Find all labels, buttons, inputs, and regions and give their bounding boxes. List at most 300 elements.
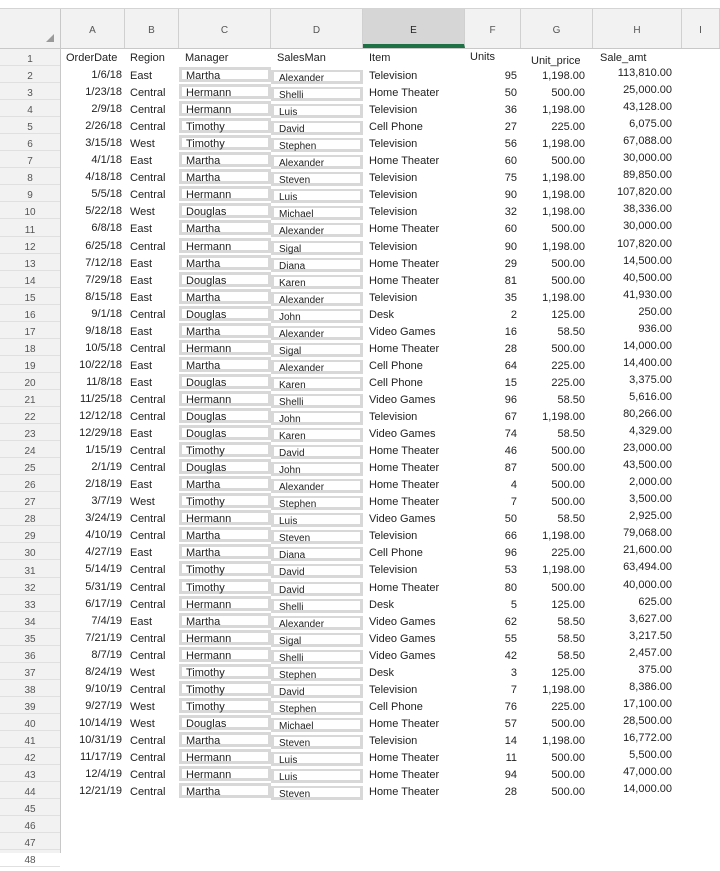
cell-sale-amt[interactable]: 5,616.00 [629,390,672,403]
cell-manager[interactable]: Timothy [179,493,271,508]
cell-salesman[interactable]: Alexander [271,616,363,630]
cell-units[interactable]: 95 [504,70,517,82]
cell-units[interactable]: 67 [504,411,517,423]
cell-order-date[interactable]: 12/12/18 [79,410,122,422]
cell-region[interactable]: West [130,138,155,151]
cell-order-date[interactable]: 12/4/19 [85,768,122,781]
cell-unit-price[interactable]: 500.00 [551,581,585,594]
cell-units[interactable]: 28 [504,786,517,799]
cell-item[interactable]: Home Theater [369,581,440,594]
cell-order-date[interactable]: 8/15/18 [85,290,122,303]
cell-units[interactable]: 7 [510,496,517,509]
cell-unit-price[interactable]: 500.00 [551,445,585,458]
cell-item[interactable]: Video Games [369,632,436,645]
cell-units[interactable]: 56 [504,138,517,151]
cell-item[interactable]: Television [369,564,418,577]
cell-units[interactable]: 27 [504,121,517,134]
row-header-46[interactable]: 46 [0,816,60,833]
cell-region[interactable]: Central [130,240,166,253]
cell-sale-amt[interactable]: 5,500.00 [629,749,672,761]
cell-unit-price[interactable]: 58.50 [557,428,585,441]
cell-item[interactable]: Cell Phone [369,547,423,560]
cell-manager[interactable]: Martha [179,544,271,559]
cell-order-date[interactable]: 2/1/19 [91,461,122,474]
cell-unit-price[interactable]: 1,198.00 [542,172,585,185]
cell-salesman[interactable]: Shelli [271,87,363,101]
cell-manager[interactable]: Timothy [179,118,271,133]
cell-salesman[interactable]: Sigal [271,633,363,647]
cell-manager[interactable]: Martha [179,255,271,270]
row-header-21[interactable]: 21 [0,390,60,407]
cell-manager[interactable]: Martha [179,152,271,167]
cell-units[interactable]: 90 [504,240,517,253]
cell-salesman[interactable]: Michael [271,206,363,220]
cell-region[interactable]: East [130,291,153,304]
cell-manager[interactable]: Hermann [179,340,271,355]
row-header-1[interactable]: 1 [0,49,60,66]
cell-region[interactable]: Central [130,172,166,185]
cell-item[interactable]: Home Theater [369,87,440,100]
cell-sale-amt[interactable]: 41,930.00 [623,288,672,301]
cell-unit-price[interactable]: 500.00 [551,462,585,475]
cell-units[interactable]: 60 [504,223,517,236]
header-units[interactable]: Units [470,51,496,63]
cell-region[interactable]: Central [130,121,166,134]
cell-manager[interactable]: Hermann [179,84,271,99]
cell-salesman[interactable]: Steven [271,172,363,186]
cell-region[interactable]: East [130,257,153,270]
cell-salesman[interactable]: Steven [271,786,363,800]
cell-manager[interactable]: Douglas [179,374,271,389]
cell-unit-price[interactable]: 500.00 [551,87,585,100]
cell-salesman[interactable]: Stephen [271,138,363,152]
row-header-44[interactable]: 44 [0,782,60,799]
cell-unit-price[interactable]: 500.00 [551,479,585,492]
cell-region[interactable]: West [130,700,155,713]
cell-manager[interactable]: Martha [179,527,271,542]
cell-region[interactable]: Central [130,564,166,577]
row-header-24[interactable]: 24 [0,441,60,458]
cell-sale-amt[interactable]: 28,500.00 [623,714,672,727]
cell-sale-amt[interactable]: 14,000.00 [623,783,672,796]
cell-sale-amt[interactable]: 107,820.00 [616,237,672,250]
cell-unit-price[interactable]: 1,198.00 [542,70,585,82]
row-header-18[interactable]: 18 [0,339,60,356]
cell-salesman[interactable]: Karen [271,428,363,442]
cell-order-date[interactable]: 1/23/18 [85,86,122,99]
row-header-14[interactable]: 14 [0,271,60,288]
cell-salesman[interactable]: Alexander [271,326,363,340]
cell-salesman[interactable]: Shelli [271,599,363,613]
cell-region[interactable]: Central [130,445,166,458]
row-header-3[interactable]: 3 [0,83,60,100]
cell-item[interactable]: Home Theater [369,257,440,270]
row-header-26[interactable]: 26 [0,475,60,492]
column-header-a[interactable]: A [61,9,125,48]
row-header-41[interactable]: 41 [0,731,60,748]
cell-salesman[interactable]: David [271,445,363,459]
cell-units[interactable]: 76 [504,700,517,713]
cell-manager[interactable]: Timothy [179,698,271,713]
cell-region[interactable]: Central [130,786,166,799]
cell-sale-amt[interactable]: 67,088.00 [623,135,672,148]
cell-unit-price[interactable]: 500.00 [551,769,585,782]
column-header-h[interactable]: H [593,9,682,48]
cell-item[interactable]: Video Games [369,649,436,662]
cell-region[interactable]: East [130,155,153,168]
cell-region[interactable]: Central [130,530,166,543]
cell-salesman[interactable]: Alexander [271,360,363,374]
cell-units[interactable]: 50 [504,513,517,526]
cell-unit-price[interactable]: 1,198.00 [542,530,585,543]
cell-sale-amt[interactable]: 14,500.00 [623,254,672,267]
cell-region[interactable]: Central [130,87,166,100]
cell-salesman[interactable]: Alexander [271,223,363,237]
cell-units[interactable]: 14 [504,734,517,747]
cell-units[interactable]: 29 [504,257,517,270]
cell-sale-amt[interactable]: 3,217.50 [629,629,672,642]
row-header-36[interactable]: 36 [0,646,60,663]
cell-item[interactable]: Television [369,70,418,82]
cell-sale-amt[interactable]: 625.00 [638,595,672,608]
cell-salesman[interactable]: Steven [271,530,363,544]
cell-item[interactable]: Home Theater [369,786,440,799]
row-header-29[interactable]: 29 [0,526,60,543]
cell-sale-amt[interactable]: 30,000.00 [623,152,672,165]
cell-sale-amt[interactable]: 8,386.00 [629,680,672,693]
row-header-34[interactable]: 34 [0,612,60,629]
cell-item[interactable]: Home Theater [369,752,440,764]
cell-salesman[interactable]: Stephen [271,496,363,510]
cell-manager[interactable]: Hermann [179,510,271,525]
cell-manager[interactable]: Timothy [179,135,271,150]
cell-item[interactable]: Television [369,138,418,151]
cell-units[interactable]: 5 [510,598,517,611]
row-header-40[interactable]: 40 [0,714,60,731]
cell-manager[interactable]: Timothy [179,664,271,679]
cell-units[interactable]: 15 [504,376,517,389]
cell-unit-price[interactable]: 500.00 [551,496,585,509]
cell-manager[interactable]: Hermann [179,186,271,201]
row-header-8[interactable]: 8 [0,168,60,185]
cell-item[interactable]: Television [369,291,418,304]
row-header-19[interactable]: 19 [0,356,60,373]
cell-unit-price[interactable]: 500.00 [551,223,585,236]
row-header-45[interactable]: 45 [0,799,60,816]
cell-item[interactable]: Video Games [369,615,436,628]
cell-order-date[interactable]: 10/14/19 [79,716,122,729]
cell-item[interactable]: Home Theater [369,717,440,730]
cell-salesman[interactable]: Alexander [271,155,363,169]
cell-unit-price[interactable]: 225.00 [551,547,585,560]
cell-manager[interactable]: Martha [179,169,271,184]
cell-sale-amt[interactable]: 79,068.00 [623,527,672,540]
cell-units[interactable]: 66 [504,530,517,543]
cell-sale-amt[interactable]: 16,772.00 [623,731,672,744]
cell-unit-price[interactable]: 58.50 [557,632,585,645]
cell-manager[interactable]: Hermann [179,766,271,781]
cell-order-date[interactable]: 4/18/18 [85,171,122,184]
cell-item[interactable]: Desk [369,308,395,321]
cell-sale-amt[interactable]: 40,000.00 [623,578,672,591]
cell-unit-price[interactable]: 1,198.00 [542,104,585,117]
cell-unit-price[interactable]: 1,198.00 [542,240,585,253]
cell-salesman[interactable]: Sigal [271,241,363,255]
cell-item[interactable]: Television [369,683,418,696]
row-header-10[interactable]: 10 [0,202,60,219]
cell-manager[interactable]: Martha [179,289,271,304]
header-unit-price[interactable]: Unit_price [531,55,581,67]
cell-salesman[interactable]: Diana [271,258,363,272]
cell-order-date[interactable]: 1/15/19 [85,444,122,457]
cell-item[interactable]: Video Games [369,513,436,526]
cell-region[interactable]: Central [130,632,166,645]
cell-salesman[interactable]: David [271,564,363,578]
cell-item[interactable]: Home Theater [369,342,440,355]
header-region[interactable]: Region [130,52,165,64]
row-header-20[interactable]: 20 [0,373,60,390]
cell-region[interactable]: Central [130,342,166,355]
cell-unit-price[interactable]: 225.00 [551,376,585,389]
cell-order-date[interactable]: 8/7/19 [91,648,122,661]
row-header-37[interactable]: 37 [0,663,60,680]
cell-item[interactable]: Television [369,734,418,747]
cell-region[interactable]: East [130,70,153,82]
cell-unit-price[interactable]: 58.50 [557,325,585,338]
cell-region[interactable]: East [130,428,153,441]
row-header-22[interactable]: 22 [0,407,60,424]
cell-sale-amt[interactable]: 2,925.00 [629,510,672,523]
header-manager[interactable]: Manager [185,52,229,64]
cell-region[interactable]: Central [130,462,166,475]
cell-sale-amt[interactable]: 6,075.00 [629,118,672,131]
cell-units[interactable]: 46 [504,445,517,458]
cell-item[interactable]: Desk [369,666,395,679]
row-header-47[interactable]: 47 [0,833,60,850]
cell-units[interactable]: 62 [504,615,517,628]
column-header-b[interactable]: B [125,9,179,48]
cell-unit-price[interactable]: 225.00 [551,700,585,713]
cell-salesman[interactable]: Luis [271,513,363,527]
cell-units[interactable]: 32 [504,206,517,219]
cell-unit-price[interactable]: 1,198.00 [542,189,585,202]
cell-manager[interactable]: Hermann [179,749,271,764]
row-header-27[interactable]: 27 [0,492,60,509]
cell-order-date[interactable]: 5/5/18 [91,188,122,201]
cell-salesman[interactable]: Alexander [271,479,363,493]
cell-manager[interactable]: Martha [179,732,271,747]
cell-unit-price[interactable]: 125.00 [551,598,585,611]
cell-unit-price[interactable]: 125.00 [551,308,585,321]
cell-sale-amt[interactable]: 3,627.00 [629,612,672,625]
cell-units[interactable]: 2 [510,308,517,321]
cell-order-date[interactable]: 11/8/18 [86,375,122,388]
cell-order-date[interactable]: 7/21/19 [85,631,122,644]
row-header-39[interactable]: 39 [0,697,60,714]
cell-sale-amt[interactable]: 14,400.00 [623,356,672,369]
cell-units[interactable]: 94 [504,769,517,782]
cell-unit-price[interactable]: 1,198.00 [542,291,585,304]
cell-unit-price[interactable]: 500.00 [551,155,585,168]
cell-salesman[interactable]: Michael [271,718,363,732]
cell-units[interactable]: 3 [510,666,517,679]
cell-item[interactable]: Home Theater [369,479,440,492]
cell-units[interactable]: 96 [504,393,517,406]
cell-salesman[interactable]: Shelli [271,650,363,664]
row-header-6[interactable]: 6 [0,134,60,151]
cell-sale-amt[interactable]: 38,336.00 [623,203,672,216]
row-header-43[interactable]: 43 [0,765,60,782]
cell-manager[interactable]: Douglas [179,408,271,423]
cell-sale-amt[interactable]: 43,128.00 [623,101,672,114]
cell-manager[interactable]: Douglas [179,459,271,474]
row-header-15[interactable]: 15 [0,288,60,305]
cell-region[interactable]: Central [130,104,166,117]
cell-salesman[interactable]: Stephen [271,701,363,715]
row-header-5[interactable]: 5 [0,117,60,134]
cell-order-date[interactable]: 4/10/19 [85,529,122,542]
cell-item[interactable]: Television [369,411,418,423]
cell-salesman[interactable]: Luis [271,769,363,783]
cell-order-date[interactable]: 9/18/18 [85,324,122,337]
cell-region[interactable]: Central [130,581,166,594]
cell-units[interactable]: 42 [504,649,517,662]
cell-sale-amt[interactable]: 80,266.00 [623,408,672,420]
cell-region[interactable]: Central [130,393,166,406]
cell-unit-price[interactable]: 225.00 [551,121,585,134]
cell-region[interactable]: West [130,496,155,509]
cell-region[interactable]: Central [130,411,166,423]
cell-manager[interactable]: Timothy [179,681,271,696]
cell-region[interactable]: Central [130,752,166,764]
cell-order-date[interactable]: 6/8/18 [91,222,122,235]
row-header-12[interactable]: 12 [0,237,60,254]
cell-manager[interactable]: Douglas [179,425,271,440]
cell-units[interactable]: 60 [504,155,517,168]
column-header-i[interactable]: I [682,9,720,48]
cell-manager[interactable]: Martha [179,613,271,628]
row-header-38[interactable]: 38 [0,680,60,697]
cell-item[interactable]: Home Theater [369,155,440,168]
row-header-32[interactable]: 32 [0,578,60,595]
cell-manager[interactable]: Martha [179,323,271,338]
cell-unit-price[interactable]: 1,198.00 [542,206,585,219]
cell-region[interactable]: Central [130,769,166,782]
cell-manager[interactable]: Douglas [179,715,271,730]
cell-region[interactable]: Central [130,683,166,696]
cell-unit-price[interactable]: 1,198.00 [542,411,585,423]
cell-units[interactable]: 7 [510,683,517,696]
cell-item[interactable]: Cell Phone [369,121,423,134]
cell-item[interactable]: Video Games [369,393,436,406]
cell-units[interactable]: 87 [504,462,517,475]
cell-units[interactable]: 75 [504,172,517,185]
cell-region[interactable]: West [130,717,155,730]
cell-manager[interactable]: Hermann [179,647,271,662]
cell-units[interactable]: 4 [510,479,517,492]
cell-units[interactable]: 55 [504,632,517,645]
cell-unit-price[interactable]: 500.00 [551,752,585,764]
cell-units[interactable]: 35 [504,291,517,304]
cell-unit-price[interactable]: 58.50 [557,649,585,662]
cell-sale-amt[interactable]: 40,500.00 [623,271,672,284]
cell-order-date[interactable]: 9/1/18 [91,307,122,320]
cell-manager[interactable]: Douglas [179,272,271,287]
cell-order-date[interactable]: 10/31/19 [79,733,122,746]
cell-salesman[interactable]: Shelli [271,394,363,408]
cell-salesman[interactable]: Karen [271,377,363,391]
cell-region[interactable]: East [130,547,153,560]
row-header-7[interactable]: 7 [0,151,60,168]
row-header-35[interactable]: 35 [0,629,60,646]
cell-salesman[interactable]: David [271,582,363,596]
cell-region[interactable]: East [130,274,153,287]
cell-salesman[interactable]: Luis [271,104,363,118]
cell-sale-amt[interactable]: 14,000.00 [623,339,672,352]
row-header-48[interactable]: 48 [0,850,60,867]
cell-manager[interactable]: Hermann [179,101,271,116]
row-header-16[interactable]: 16 [0,305,60,322]
cell-order-date[interactable]: 1/6/18 [91,69,122,81]
cell-sale-amt[interactable]: 63,494.00 [623,561,672,574]
row-header-33[interactable]: 33 [0,595,60,612]
cell-sale-amt[interactable]: 4,329.00 [629,425,672,438]
cell-salesman[interactable]: John [271,462,363,476]
cell-sale-amt[interactable]: 3,375.00 [629,373,672,386]
cell-sale-amt[interactable]: 375.00 [638,663,672,676]
cell-salesman[interactable]: Stephen [271,667,363,681]
cell-sale-amt[interactable]: 936.00 [638,322,672,335]
cell-units[interactable]: 57 [504,717,517,730]
cell-item[interactable]: Television [369,240,418,253]
cell-region[interactable]: East [130,325,153,338]
cell-unit-price[interactable]: 1,198.00 [542,564,585,577]
cell-unit-price[interactable]: 500.00 [551,717,585,730]
cell-item[interactable]: Television [369,530,418,543]
cell-item[interactable]: Cell Phone [369,700,423,713]
cell-manager[interactable]: Timothy [179,579,271,594]
cell-unit-price[interactable]: 125.00 [551,666,585,679]
cell-region[interactable]: East [130,376,153,389]
cell-sale-amt[interactable]: 21,600.00 [623,544,672,557]
cell-item[interactable]: Cell Phone [369,359,423,372]
cell-units[interactable]: 53 [504,564,517,577]
cell-sale-amt[interactable]: 107,820.00 [616,186,672,199]
cell-region[interactable]: Central [130,598,166,611]
cell-order-date[interactable]: 3/15/18 [85,137,122,150]
cell-salesman[interactable]: John [271,411,363,425]
cell-units[interactable]: 81 [504,274,517,287]
cell-salesman[interactable]: John [271,309,363,323]
cell-order-date[interactable]: 2/26/18 [85,120,122,133]
cell-order-date[interactable]: 3/7/19 [91,495,122,508]
cell-unit-price[interactable]: 58.50 [557,615,585,628]
cell-order-date[interactable]: 12/21/19 [79,785,122,798]
cell-item[interactable]: Home Theater [369,223,440,236]
cell-region[interactable]: Central [130,308,166,321]
cell-manager[interactable]: Hermann [179,238,271,253]
cell-units[interactable]: 11 [505,752,517,764]
cell-sale-amt[interactable]: 2,457.00 [629,646,672,659]
cell-units[interactable]: 64 [504,359,517,372]
cell-unit-price[interactable]: 225.00 [551,359,585,372]
cell-unit-price[interactable]: 58.50 [557,393,585,406]
cell-manager[interactable]: Douglas [179,306,271,321]
cell-order-date[interactable]: 10/5/18 [85,341,122,354]
cell-item[interactable]: Television [369,104,418,117]
cell-manager[interactable]: Douglas [179,203,271,218]
cell-order-date[interactable]: 9/27/19 [85,699,122,712]
